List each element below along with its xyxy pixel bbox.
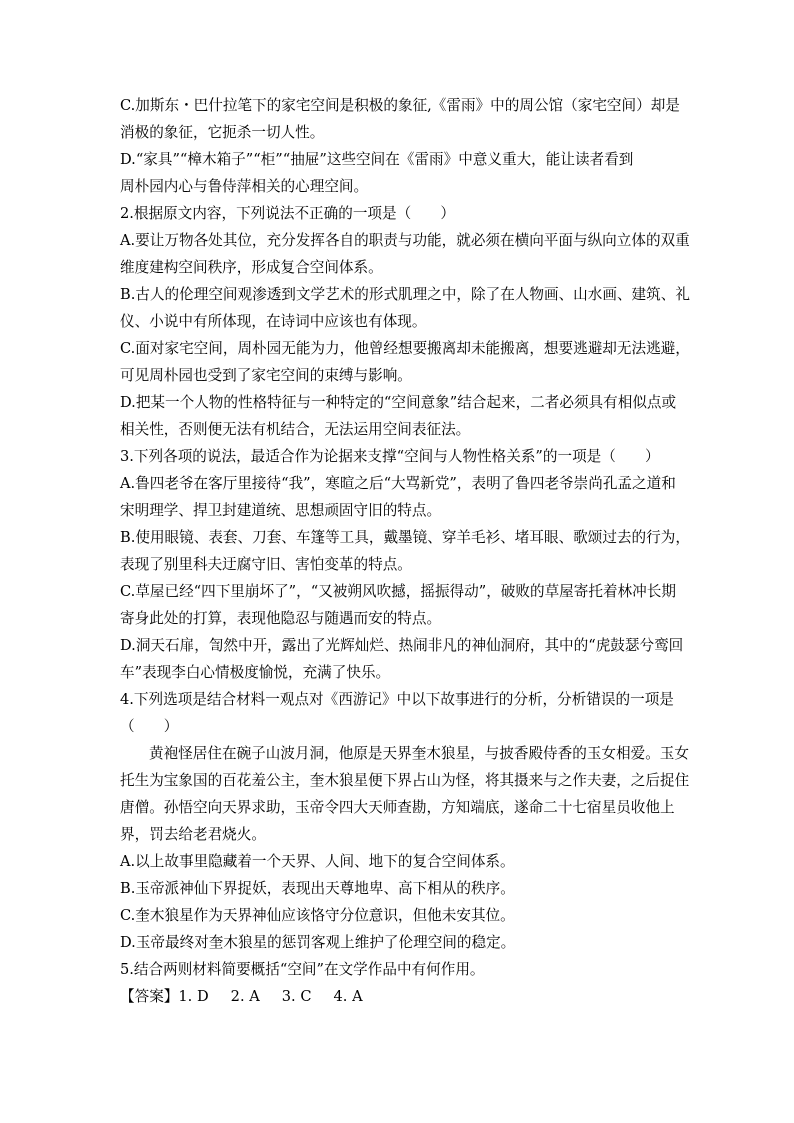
question-4-blank: （ ） [120,718,179,735]
q3-option-c-line-2: 寄身此处的打算，表现他隐忍与随遇而安的特点。 [120,610,442,627]
option-c-line-2: 消极的象征，它扼杀一切人性。 [120,124,325,141]
answer-item-1: 1. D [178,988,209,1005]
question-3-stem: 3.下列各项的说法，最适合作为论据来支撑“空间与人物性格关系”的一项是（ ） [120,448,660,465]
option-c-line-1: C.加斯东・巴什拉笔下的家宅空间是积极的象征,《雷雨》中的周公馆（家宅空间）却是 [120,97,680,114]
q2-option-a-line-1: A.要让万物各处其位，充分发挥各自的职责与功能，就必须在横向平面与纵向立体的双重 [120,232,690,249]
q2-option-b-line-2: 仪、小说中有所体现，在诗词中应该也有体现。 [120,313,427,330]
answer-line [120,983,680,1010]
q2-option-b-line-1: B.古人的伦理空间观渗透到文学艺术的形式肌理之中，除了在人物画、山水画、建筑、礼 [120,286,690,303]
story-passage-line-1: 黄袍怪居住在碗子山波月洞，他原是天界奎木狼星，与披香殿侍香的玉女相爱。玉女 [149,745,689,762]
q2-option-c-line-1: C.面对家宅空间，周朴园无能为力，他曾经想要搬离却未能搬离，想要逃避却无法逃避， [120,340,690,357]
q4-option-d: D.玉帝最终对奎木狼星的惩罚客观上维护了伦理空间的稳定。 [120,934,516,951]
q3-option-b-line-1: B.使用眼镜、表套、刀套、车篷等工具，戴墨镜、穿羊毛衫、堵耳眼、歌颂过去的行为， [120,529,690,546]
q2-option-a-line-2: 维度建构空间秩序，形成复合空间体系。 [120,259,383,276]
q3-option-b-line-2: 表现了别里科夫迂腐守旧、害怕变革的特点。 [120,556,412,573]
q2-option-d-line-1: D.把某一个人物的性格特征与一种特定的“空间意象”结合起来，二者必须具有相似点或 [120,394,677,411]
option-d-line-2: 周朴园内心与鲁侍萍相关的心理空间。 [120,178,369,195]
story-passage-line-4: 界，罚去给老君烧火。 [120,826,266,843]
story-passage-line-2: 托生为宝象国的百花羞公主，奎木狼星便下界占山为怪，将其摄来与之作夫妻，之后捉住 [120,772,690,789]
q2-option-d-line-2: 相关性，否则便无法有机结合，无法运用空间表征法。 [120,421,471,438]
question-2-stem: 2.根据原文内容，下列说法不正确的一项是（ ） [120,205,455,222]
option-d-line-1: D.“家具”“樟木箱子”“柜”“抽屉”这些空间在《雷雨》中意义重大，能让读者看到 [120,151,634,168]
answer-item-2: 2. A [230,988,260,1005]
q3-option-c-line-1: C.草屋已经“四下里崩坏了”，“又被朔风吹撼，摇振得动”，破败的草屋寄托着林冲长期 [120,583,676,600]
q4-option-a: A.以上故事里隐藏着一个天界、人间、地下的复合空间体系。 [120,853,515,870]
answer-label: 【答案】 [120,988,179,1005]
q4-option-b: B.玉帝派神仙下界捉妖，表现出天尊地卑、高下相从的秩序。 [120,880,515,897]
q3-option-d-line-2: 车”表现李白心情极度愉悦，充满了快乐。 [120,664,391,681]
story-passage-line-3: 唐僧。孙悟空向天界求助，玉帝令四大天师查勘，方知端底，遂命二十七宿星员收他上 [120,799,675,816]
q4-option-c: C.奎木狼星作为天界神仙应该恪守分位意识，但他未安其位。 [120,907,515,924]
question-5-stem: 5.结合两则材料简要概括“空间”在文学作品中有何作用。 [120,961,485,978]
question-4-stem: 4.下列选项是结合材料一观点对《西游记》中以下故事进行的分析，分析错误的一项是 [120,691,674,708]
answer-item-4: 4. A [333,988,363,1005]
q3-option-a-line-2: 宋明理学、捍卫封建道统、思想顽固守旧的特点。 [120,502,442,519]
answer-item-3: 3. C [281,988,312,1005]
q2-option-c-line-2: 可见周朴园也受到了家宅空间的束缚与影响。 [120,367,412,384]
document-body [120,92,690,1010]
q3-option-d-line-1: D.洞天石扉，訇然中开，露出了光辉灿烂、热闹非凡的神仙洞府，其中的“虎鼓瑟兮鸾回 [120,637,684,654]
q3-option-a-line-1: A.鲁四老爷在客厅里接待“我”，寒暄之后“大骂新党”，表明了鲁四老爷崇尚孔孟之道和 [120,475,676,492]
